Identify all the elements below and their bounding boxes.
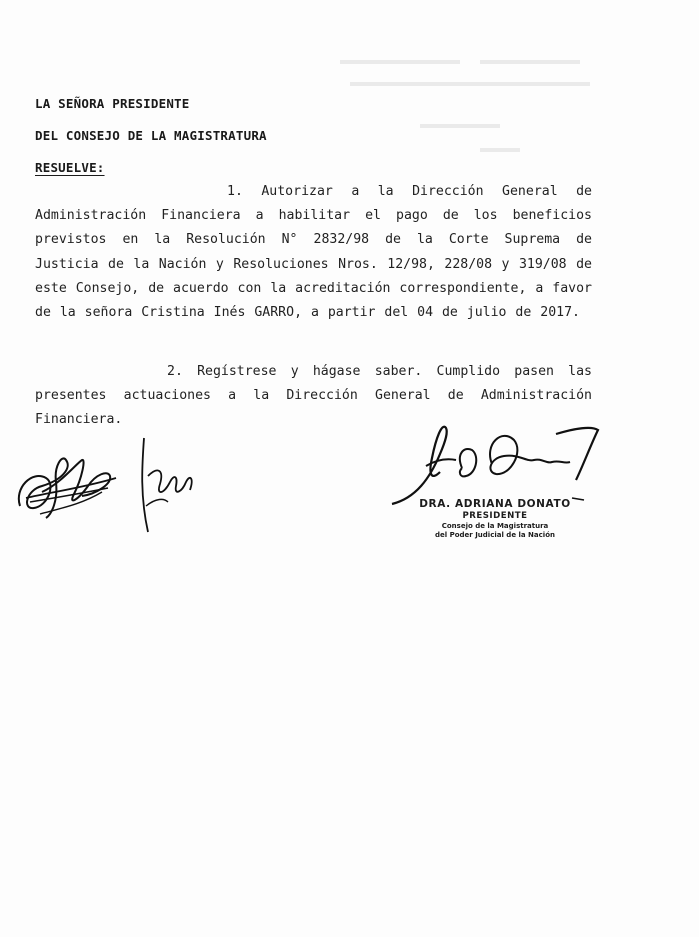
heading-resolves: RESUELVE: bbox=[35, 160, 105, 175]
heading-council: DEL CONSEJO DE LA MAGISTRATURA bbox=[35, 128, 267, 143]
signature-president bbox=[386, 418, 602, 510]
heading-president: LA SEÑORA PRESIDENTE bbox=[35, 96, 190, 111]
resolution-article-2: 2. Regístrese y hágase saber. Cumplido pasen las presentes actuaciones a la Dirección General de Administración Financiera. bbox=[35, 364, 592, 428]
bleed-through-marks bbox=[330, 52, 630, 162]
stamp-judiciary: del Poder Judicial de la Nación bbox=[435, 531, 555, 539]
resolution-article-1: 1. Autorizar a la Dirección General de Administración Financiera a habilitar el pago de los beneficios previstos en la Resolución N° 2832/98 de la Corte Suprema de Justicia de la Nación y Resoluciones Nros. 12/98, 228/08 y 319/08 de este Consejo, de acuerdo con la acreditación correspondiente, a favor de la señora Cristina Inés GARRO, a partir del 04 de julio de 2017. bbox=[35, 184, 592, 321]
stamp-name: DRA. ADRIANA DONATO bbox=[419, 498, 571, 510]
president-stamp bbox=[410, 498, 580, 539]
signature-left-2 bbox=[134, 436, 196, 536]
signature-left-1 bbox=[12, 448, 122, 526]
stamp-role: PRESIDENTE bbox=[462, 511, 528, 521]
stamp-institution: Consejo de la Magistratura bbox=[441, 522, 549, 530]
